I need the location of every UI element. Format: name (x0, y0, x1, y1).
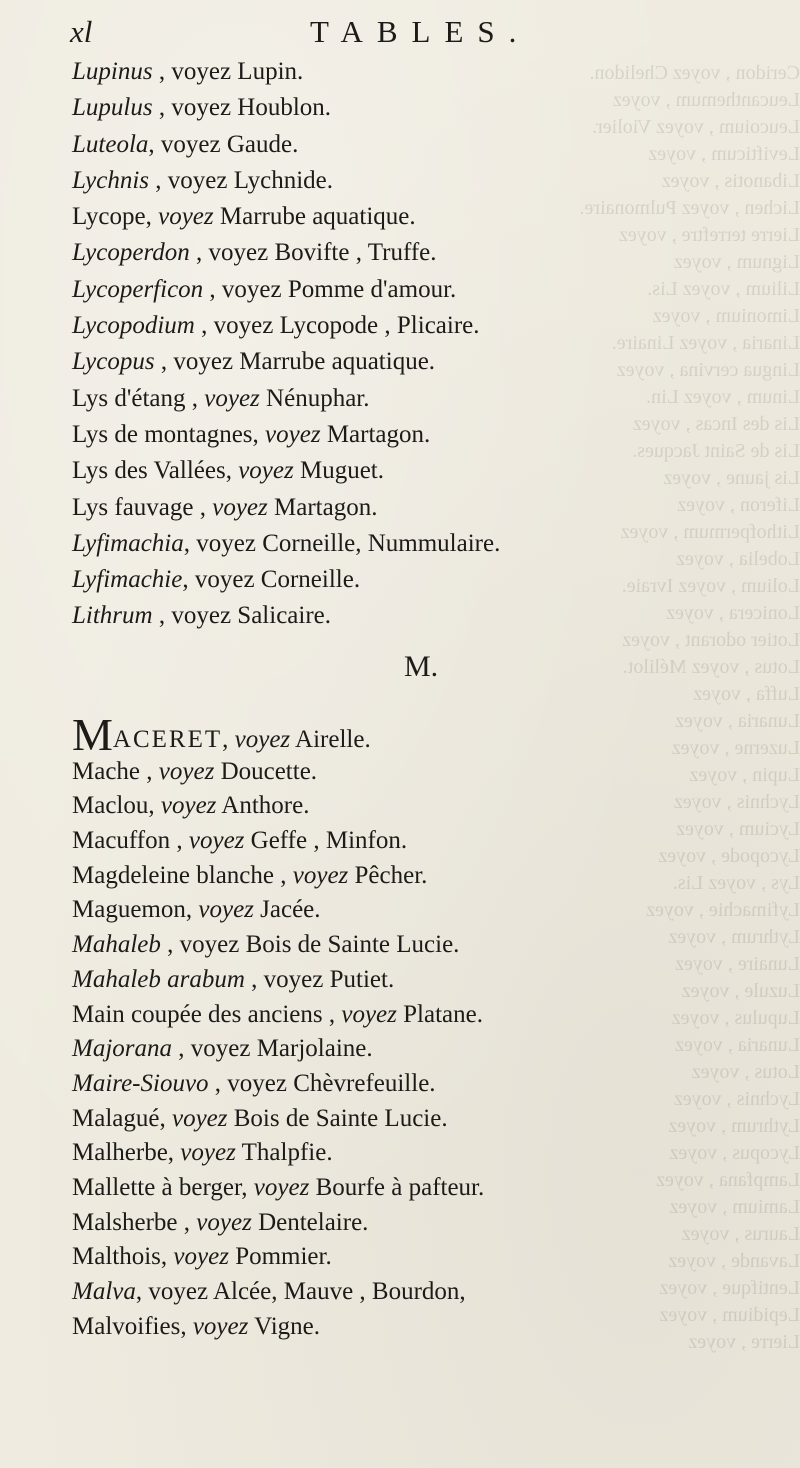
entry-reference: Platane. (403, 1000, 483, 1028)
entry-separator: , (252, 420, 266, 448)
index-entry-first (72, 709, 712, 760)
index-entry (72, 235, 712, 271)
entry-separator: , (152, 94, 172, 122)
index-entry (72, 859, 712, 894)
entry-reference: Bourfe à pafteur. (315, 1173, 485, 1201)
entry-separator: , (148, 792, 161, 820)
index-entry (72, 998, 712, 1033)
entry-reference: Vigne. (254, 1312, 321, 1340)
entry-separator: , (167, 1139, 181, 1167)
index-entry (72, 127, 712, 163)
entry-term: Malsherbe (72, 1208, 178, 1236)
entry-voyez: voyez (171, 602, 232, 630)
entry-term: Lycopodium (72, 312, 195, 340)
index-entry (72, 755, 712, 790)
entry-term: Maire-Siouvo (72, 1069, 209, 1097)
entry-reference: Jacée. (260, 896, 321, 924)
entry-term: Main coupée des anciens (72, 1000, 323, 1028)
index-entry (72, 163, 712, 199)
entry-term: Lycopus (72, 348, 155, 376)
entry-separator: , (322, 1000, 342, 1028)
index-entry (72, 1206, 712, 1241)
index-entry (72, 308, 712, 344)
entry-separator: , (154, 348, 174, 376)
entry-voyez: voyez (173, 1243, 229, 1271)
entry-reference: Nénuphar. (266, 384, 370, 412)
entry-reference: Bois de Sainte Lucie. (233, 1104, 448, 1132)
entry-voyez: voyez (190, 1035, 251, 1063)
index-entry (72, 90, 712, 126)
entry-separator: , (140, 757, 159, 785)
index-entry (72, 824, 712, 859)
entry-voyez: voyez (148, 1278, 209, 1305)
entry-reference: Bois de Sainte Lucie. (245, 931, 460, 959)
entry-separator: , (241, 1173, 254, 1201)
entry-reference: Marjolaine. (256, 1035, 373, 1063)
index-entry (72, 490, 712, 526)
entry-reference: Gaude. (226, 130, 299, 158)
entry-separator: , (135, 1278, 149, 1305)
index-entry (72, 272, 712, 308)
entry-term: Maguemon (72, 896, 186, 924)
entry-separator: , (172, 1035, 191, 1063)
entry-reference: Lychnide. (233, 166, 334, 194)
entry-voyez: voyez (227, 1069, 287, 1097)
entry-reference: Thalpfie. (241, 1139, 333, 1167)
entry-separator: , (183, 529, 197, 557)
entry-term: Majorana (72, 1035, 172, 1063)
entry-separator: , (152, 602, 172, 630)
entry-reference: Alcée, Mauve , Bourdon, (212, 1278, 466, 1305)
entry-separator: , (160, 931, 180, 959)
entry-term: Lycope (72, 203, 146, 231)
entry-voyez: voyez (234, 726, 291, 753)
entry-term: Maclou (72, 792, 149, 820)
entry-reference: Airelle. (295, 726, 371, 753)
entry-voyez: voyez (292, 861, 349, 889)
index-entry (72, 381, 712, 417)
entry-reference: Marrube aquatique. (239, 348, 436, 376)
entry-term: Lycoperficon (72, 275, 204, 303)
index-entry (72, 789, 712, 824)
entry-reference: Doucette. (220, 757, 318, 785)
entry-voyez: voyez (158, 757, 215, 785)
entry-reference: Houblon. (237, 94, 332, 122)
entry-voyez: voyez (238, 457, 294, 485)
entry-term: Malthois (72, 1243, 161, 1271)
entry-reference: Corneille. (260, 566, 361, 594)
entry-reference: Bovifte , Truffe. (274, 239, 437, 267)
index-entries-m (72, 709, 712, 1344)
entry-term: Malvoifies (72, 1312, 181, 1340)
index-entry (72, 199, 712, 235)
entry-separator: , (222, 726, 235, 753)
entry-separator: , (177, 1208, 197, 1236)
entry-voyez: voyez (171, 58, 232, 85)
entry-separator: , (244, 965, 264, 993)
entry-voyez: voyez (212, 493, 268, 521)
entry-reference: Geffe , Minfon. (250, 827, 408, 855)
entry-reference: Pêcher. (354, 861, 428, 889)
entry-term: Lithrum (72, 602, 153, 630)
entry-separator: , (182, 566, 195, 594)
index-entry (72, 1275, 712, 1310)
entry-voyez: voyez (221, 275, 282, 303)
entry-reference: Lycopode , Plicaire. (279, 312, 480, 340)
entry-reference: Salicaire. (237, 602, 331, 630)
entry-reference: Martagon. (326, 420, 431, 448)
entry-separator: , (185, 896, 199, 924)
entry-voyez: voyez (179, 931, 240, 959)
entry-separator: , (185, 384, 205, 412)
entry-voyez: voyez (188, 827, 245, 855)
entry-separator: , (193, 493, 213, 521)
entry-term: Lys des Vallées (72, 457, 226, 485)
entry-voyez: voyez (173, 348, 234, 376)
entry-separator: , (189, 239, 209, 267)
index-entry (72, 1102, 712, 1137)
entry-voyez: voyez (158, 203, 214, 231)
index-entry (72, 344, 712, 380)
entry-separator: , (208, 1069, 228, 1097)
entry-voyez: voyez (171, 1104, 228, 1132)
entry-term: Malva (72, 1278, 136, 1305)
entry-voyez: voyez (265, 420, 321, 448)
entry-term: Magdeleine blanche (72, 861, 274, 889)
index-entry (72, 453, 712, 489)
entry-reference: Lupin. (237, 58, 304, 85)
entry-voyez: voyez (341, 1000, 397, 1028)
entry-separator: , (180, 1312, 193, 1340)
entry-term: Lys fauvage (72, 493, 194, 521)
page-number: xl (70, 14, 93, 49)
entry-voyez: voyez (192, 1312, 249, 1340)
entry-separator: , (152, 58, 172, 85)
entry-voyez: voyez (160, 130, 221, 158)
entry-reference: Pomme d'amour. (287, 275, 457, 303)
entry-separator: , (159, 1104, 172, 1132)
entry-separator: , (274, 861, 293, 889)
entry-term: Malagué (72, 1104, 160, 1132)
entry-term: Lycoperdon (72, 239, 190, 267)
entry-reference: Martagon. (274, 493, 378, 521)
entry-term: Malherbe (72, 1139, 168, 1167)
entry-voyez: voyez (160, 792, 217, 820)
index-entry (72, 417, 712, 453)
entry-separator: , (194, 312, 214, 340)
entry-reference: Marrube aquatique. (219, 203, 416, 231)
entry-voyez: voyez (194, 566, 255, 594)
index-entry (72, 598, 712, 634)
entry-separator: , (160, 1243, 174, 1271)
entry-voyez: voyez (167, 166, 228, 194)
entry-term: Mallette à berger (72, 1173, 242, 1201)
entry-term: Lyfimachie (72, 566, 183, 594)
index-entry (72, 1032, 712, 1067)
index-entry (72, 1240, 712, 1275)
entry-reference: Chèvrefeuille. (293, 1069, 436, 1097)
entry-term: Mahaleb arabum (72, 965, 245, 993)
index-entry (72, 1171, 712, 1206)
entry-term: Mahaleb (72, 931, 161, 959)
entry-term: ACERET (112, 726, 223, 753)
entry-voyez: voyez (196, 529, 256, 557)
running-title: TABLES. (310, 14, 531, 49)
entry-voyez: voyez (180, 1139, 236, 1167)
drop-cap: M (72, 709, 113, 760)
entry-reference: Muguet. (299, 457, 384, 485)
index-entry (72, 1310, 712, 1345)
index-entry (72, 1067, 712, 1102)
entry-term: Mache (72, 757, 141, 785)
entry-term: Lys de montagnes (72, 420, 253, 448)
entry-separator: , (149, 166, 168, 194)
entry-voyez: voyez (204, 384, 260, 412)
entry-voyez: voyez (171, 94, 232, 122)
entry-separator: , (148, 130, 161, 158)
index-entry (72, 54, 712, 90)
entry-term: Lyfimachia (72, 529, 184, 557)
entry-voyez: voyez (253, 1173, 310, 1201)
index-entry (72, 562, 712, 598)
entry-separator: , (145, 203, 159, 231)
entry-voyez: voyez (213, 312, 274, 340)
entry-reference: Corneille, Nummulaire. (262, 529, 501, 557)
index-entry (72, 928, 712, 963)
entry-term: Lupulus (72, 94, 153, 122)
index-entry (72, 963, 712, 998)
entry-reference: Pommier. (235, 1243, 332, 1271)
entry-term: Lupinus (72, 58, 153, 85)
entry-reference: Dentelaire. (258, 1208, 369, 1236)
entry-separator: , (225, 457, 239, 485)
entry-term: Lys d'étang (72, 384, 186, 412)
page-header (70, 14, 570, 54)
entry-reference: Anthore. (221, 792, 310, 820)
entry-separator: , (170, 827, 189, 855)
entry-voyez: voyez (263, 965, 324, 993)
index-entries-l (72, 54, 712, 635)
entry-term: Lychnis (72, 166, 150, 194)
entry-voyez: voyez (198, 896, 254, 924)
entry-voyez: voyez (196, 1208, 252, 1236)
index-entry (72, 893, 712, 928)
entry-term: Luteola (72, 130, 149, 158)
section-heading-m: M. (404, 650, 439, 683)
entry-separator: , (203, 275, 222, 303)
show-through-text: Ceridon , voyez Chelidon. Leucanthemum , voyez Leucoium , voyez Violier. Levifticum , voyez Libanotis , voyez Lichen , voyez Pulmonaire. Lierre terreftre , voyez Lignum , voyez Lilium , voyez Lis. Limonium , voyez Linaria , voyez Linaire. Lingua cervina , voyez Linum , voyez Lin. Lis des Incas , voyez Lis de Saint Jacques. Lis jaune , voyez Liferon , voyez Lithofpermum , voyez Lobelia , voyez Lolium , voyez Ivraie. Lonicera , voyez Lotier odorant , voyez Lotus , voyez Mélilot. Luffa , voyez Lunaria , voyez Luzerne , voyez Lupin , voyez Lychnis , voyez Lycium , voyez Lycopode , voyez Lys , voyez Lis. Lyfimachie , voyez Lythrum , voyez Lunaire , voyez Luzule , voyez Lupulus , voyez Lunaria , voyez Lotus , voyez Lychnis , voyez Lythrum , voyez Lycopus , voyez Lampfana , voyez Lamium , voyez Laurus , voyez Lavande , voyez Lentifque , voyez Lepidium , voyez Lierre , voyez (579, 62, 800, 1353)
entry-term: Macuffon (72, 827, 171, 855)
entry-reference: Putiet. (329, 965, 395, 993)
index-entry (72, 526, 712, 562)
entry-voyez: voyez (208, 239, 269, 267)
index-entry (72, 1136, 712, 1171)
